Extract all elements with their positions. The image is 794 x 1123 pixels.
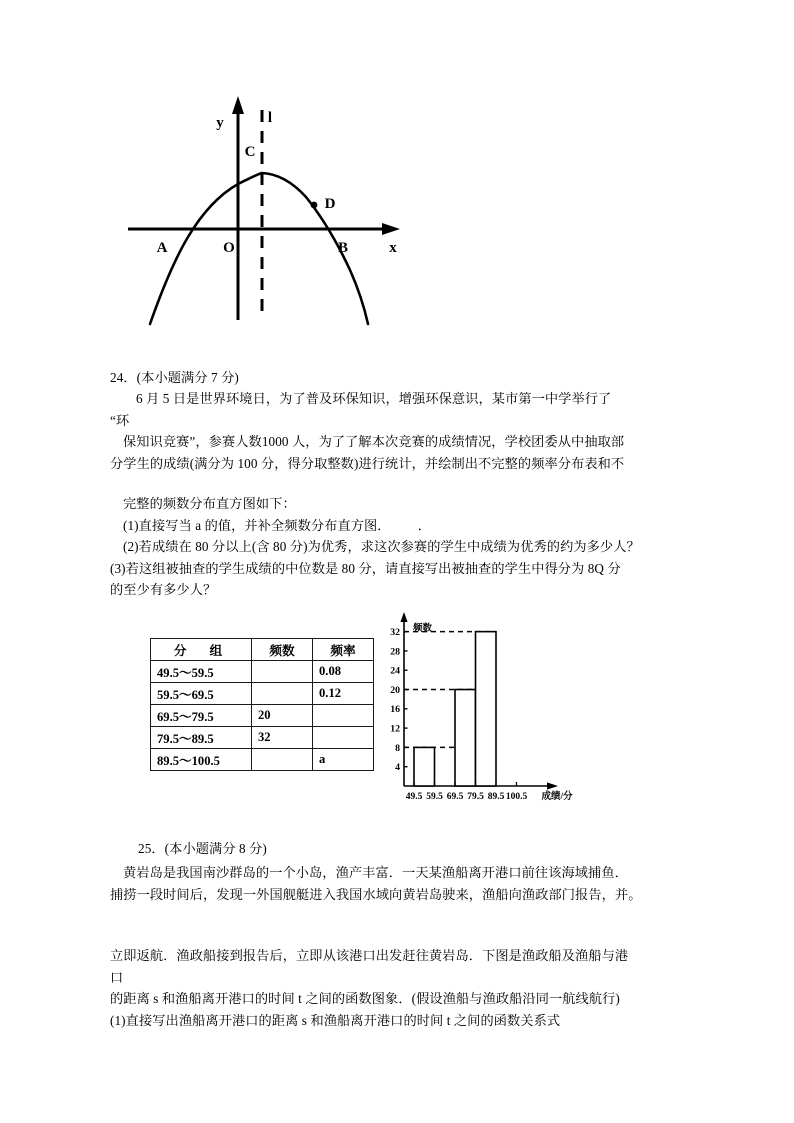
hist-y-tick-label: 12 — [390, 723, 400, 735]
cell-rate: 0.12 — [313, 683, 374, 705]
hist-bar — [476, 632, 497, 786]
q24b-line-1: 完整的频数分布直方图如下： — [123, 496, 296, 511]
hist-y-axis-title: 频数 — [413, 624, 433, 634]
table-row — [151, 683, 374, 705]
label-symmetry-line: l — [267, 110, 273, 126]
hist-bar — [414, 747, 435, 786]
hist-y-tick-label: 28 — [390, 646, 400, 658]
q25b-line-1: 立即返航．渔政船接到报告后，立即从该港口出发赶往黄岩岛．下图是渔政船及渔船与港 — [110, 948, 629, 963]
question-25-continued — [110, 945, 730, 1031]
q24b-line-5: 的至少有多少人？ — [110, 582, 217, 597]
label-point-c: C — [244, 144, 256, 160]
table-row — [151, 705, 374, 727]
cell-freq — [252, 749, 313, 771]
frequency-distribution-table — [150, 638, 374, 771]
hist-y-tick-label: 32 — [390, 627, 400, 639]
cell-rate — [313, 705, 374, 727]
q25-line-2: 捕捞一段时间后，发现一外国舰艇进入我国水域向黄岩岛驶来，渔船向渔政部门报告，并。 — [110, 886, 642, 902]
q25b-line-4: (1)直接写出渔船离开港口的距离 s 和渔船离开港口的时间 t 之间的函数关系式 — [110, 1012, 561, 1028]
hist-y-tick-label: 20 — [390, 684, 400, 696]
cell-group: 69.5～79.5 — [151, 705, 252, 727]
q24b-line-2: (1)直接写当 a 的值，并补全频数分布直方图． ． — [123, 517, 432, 533]
label-origin-o: O — [223, 240, 235, 256]
hist-bar — [455, 690, 476, 786]
header-group-text: 分 组 — [173, 644, 233, 658]
cell-rate — [313, 727, 374, 749]
cell-rate: a — [313, 749, 374, 771]
hist-x-tick-label: 59.5 — [426, 792, 443, 802]
q24b-line-4: (3)若这组被抽查的学生成绩的中位数是 80 分，请直接写出被抽查的学生中得分为 8Q 分 — [110, 560, 621, 576]
question-25-body — [110, 862, 710, 905]
q24b-line-3: (2)若成绩在 80 分以上(含 80 分)为优秀，求这次参赛的学生中成绩为优秀的约为多少人？ — [123, 539, 640, 554]
hist-y-tick-label: 4 — [395, 762, 400, 774]
hist-x-arrow — [547, 782, 558, 789]
hist-y-tick-label: 24 — [390, 665, 400, 677]
cell-freq: 20 — [252, 705, 313, 727]
cell-group: 89.5～100.5 — [151, 749, 252, 771]
question-25-heading — [138, 838, 738, 860]
q24-line-4: 分学生的成绩(满分为 100 分，得分取整数)进行统计，并绘制出不完整的频率分布表和不 — [110, 455, 625, 471]
cell-freq — [252, 683, 313, 705]
header-frequency-count: 频数 — [252, 639, 313, 661]
parabola-figure — [110, 92, 410, 342]
q25-line-1: 黄岩岛是我国南沙群岛的一个小岛，渔产丰富．一天某渔船离开港口前往该海域捕鱼． — [123, 865, 628, 880]
q24-line-1: 6 月 5 日是世界环境日，为了普及环保知识，增强环保意识，某市第一中学举行了 — [136, 391, 612, 406]
y-axis — [232, 96, 244, 320]
q24-heading-text: 24．(本小题满分 7 分) — [110, 370, 239, 385]
question-24-body — [110, 388, 695, 474]
q25b-line-3: 的距离 s 和渔船离开港口的时间 t 之间的函数图象．(假设渔船与渔政船沿同一航线航行) — [110, 991, 620, 1006]
table-row — [151, 727, 374, 749]
q25-heading-text: 25．(本小题满分 8 分) — [138, 841, 267, 856]
hist-x-tick-label: 79.5 — [467, 792, 484, 802]
label-point-d: D — [324, 196, 336, 212]
table-header-row — [151, 639, 374, 661]
question-24-heading — [110, 367, 710, 389]
hist-y-arrow — [400, 612, 407, 622]
cell-freq: 32 — [252, 727, 313, 749]
label-y-axis: y — [216, 115, 224, 131]
q24-line-3: 保知识竞赛”，参赛人数1000 人，为了了解本次竞赛的成绩情况，学校团委从中抽取部 — [123, 434, 625, 449]
header-frequency-rate: 频率 — [313, 639, 374, 661]
label-point-b: B — [337, 240, 349, 256]
header-group — [151, 639, 252, 661]
hist-x-tick-label: 100.5 — [505, 792, 528, 802]
q24-line-2: “环 — [110, 412, 130, 428]
table-row — [151, 749, 374, 771]
cell-group: 79.5～89.5 — [151, 727, 252, 749]
frequency-table-wrapper — [150, 638, 374, 771]
cell-group: 59.5～69.5 — [151, 683, 252, 705]
q25b-line-2: 口 — [110, 969, 124, 985]
cell-group: 49.5～59.5 — [151, 661, 252, 683]
cell-rate: 0.08 — [313, 661, 374, 683]
hist-x-tick-label: 89.5 — [487, 792, 505, 802]
hist-x-axis-title: 成绩/分 — [541, 792, 573, 802]
hist-y-tick-label: 8 — [395, 742, 400, 754]
cell-freq — [252, 661, 313, 683]
hist-x-tick-label: 69.5 — [446, 792, 464, 802]
point-d-marker — [311, 202, 318, 209]
table-row — [151, 661, 374, 683]
frequency-histogram — [372, 600, 587, 825]
hist-x-tick-label: 49.5 — [405, 792, 423, 802]
question-24-subquestions — [110, 493, 710, 601]
x-axis — [128, 223, 400, 235]
hist-y-tick-label: 16 — [390, 704, 400, 716]
label-x-axis: x — [389, 240, 397, 256]
label-point-a: A — [156, 240, 168, 256]
